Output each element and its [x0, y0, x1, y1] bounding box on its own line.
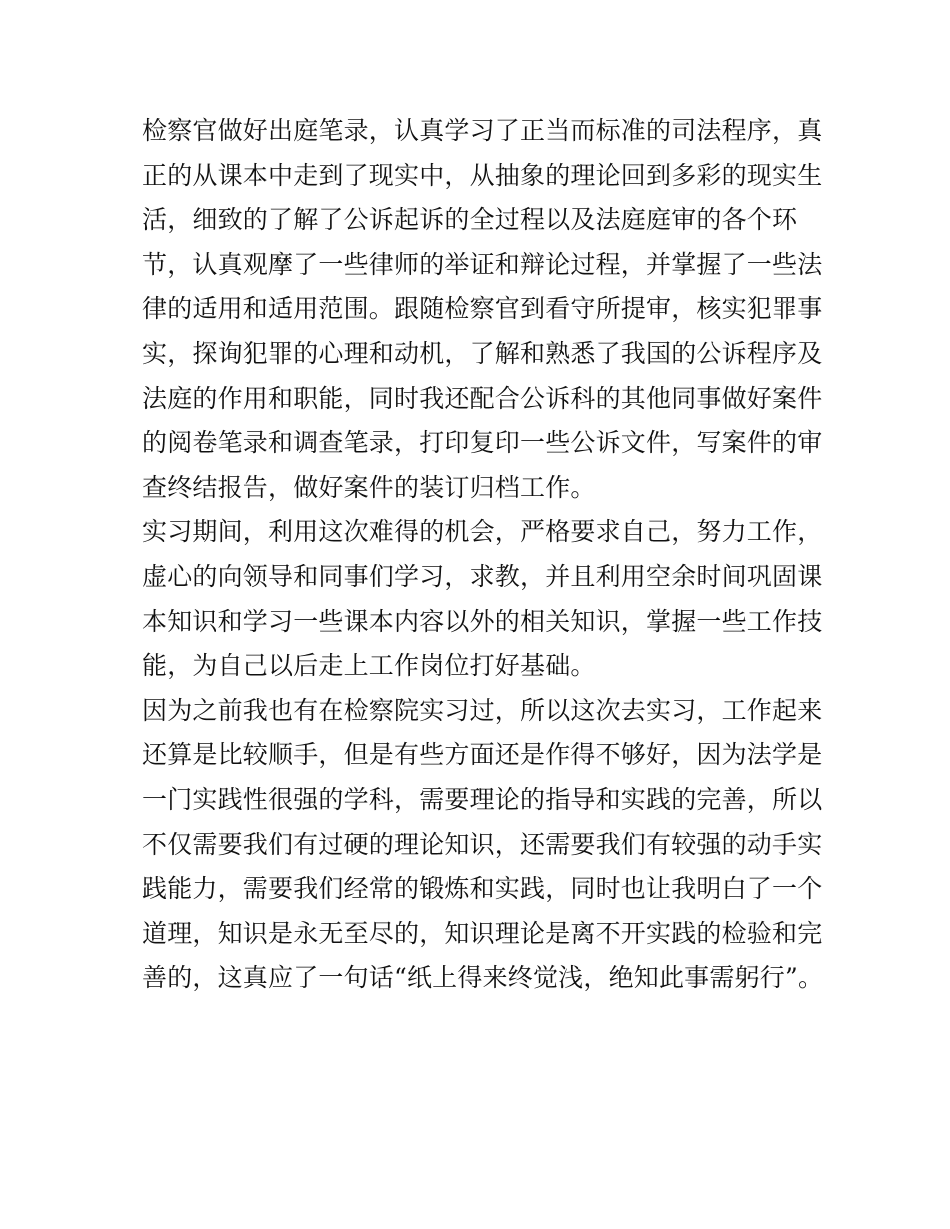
document-body-text — [142, 109, 822, 1001]
text-line: 正的从课本中走到了现实中，从抽象的理论回到多彩的现实生 — [142, 160, 823, 190]
text-line: 实习期间，利用这次难得的机会，严格要求自己，努力工作， — [142, 517, 823, 547]
text-line: 能，为自己以后走上工作岗位打好基础。 — [142, 651, 596, 681]
text-line: 本知识和学习一些课本内容以外的相关知识，掌握一些工作技 — [142, 606, 823, 636]
text-line: 律的适用和适用范围。跟随检察官到看守所提审，核实犯罪事 — [142, 294, 823, 324]
text-line: 查终结报告，做好案件的装订归档工作。 — [142, 472, 596, 502]
text-line: 活，细致的了解了公诉起诉的全过程以及法庭庭审的各个环 — [142, 205, 798, 235]
text-line: 不仅需要我们有过硬的理论知识，还需要我们有较强的动手实 — [142, 829, 823, 859]
text-line: 还算是比较顺手，但是有些方面还是作得不够好，因为法学是 — [142, 740, 823, 770]
text-line: 的阅卷笔录和调查笔录，打印复印一些公诉文件，写案件的审 — [142, 428, 823, 458]
text-line: 善的，这真应了一句话“纸上得来终觉浅，绝知此事需躬行”。 — [142, 963, 824, 993]
text-line: 践能力，需要我们经常的锻炼和实践，同时也让我明白了一个 — [142, 874, 823, 904]
text-line: 虚心的向领导和同事们学习，求教，并且利用空余时间巩固课 — [142, 561, 823, 591]
text-line: 法庭的作用和职能，同时我还配合公诉科的其他同事做好案件 — [142, 383, 823, 413]
text-line: 因为之前我也有在检察院实习过，所以这次去实习，工作起来 — [142, 695, 823, 725]
text-line: 实，探询犯罪的心理和动机，了解和熟悉了我国的公诉程序及 — [142, 338, 823, 368]
text-line: 一门实践性很强的学科，需要理论的指导和实践的完善，所以 — [142, 784, 823, 814]
text-line: 检察官做好出庭笔录，认真学习了正当而标准的司法程序，真 — [142, 116, 823, 145]
text-line: 节，认真观摩了一些律师的举证和辩论过程，并掌握了一些法 — [142, 249, 823, 279]
text-line: 道理，知识是永无至尽的，知识理论是离不开实践的检验和完 — [142, 918, 823, 948]
